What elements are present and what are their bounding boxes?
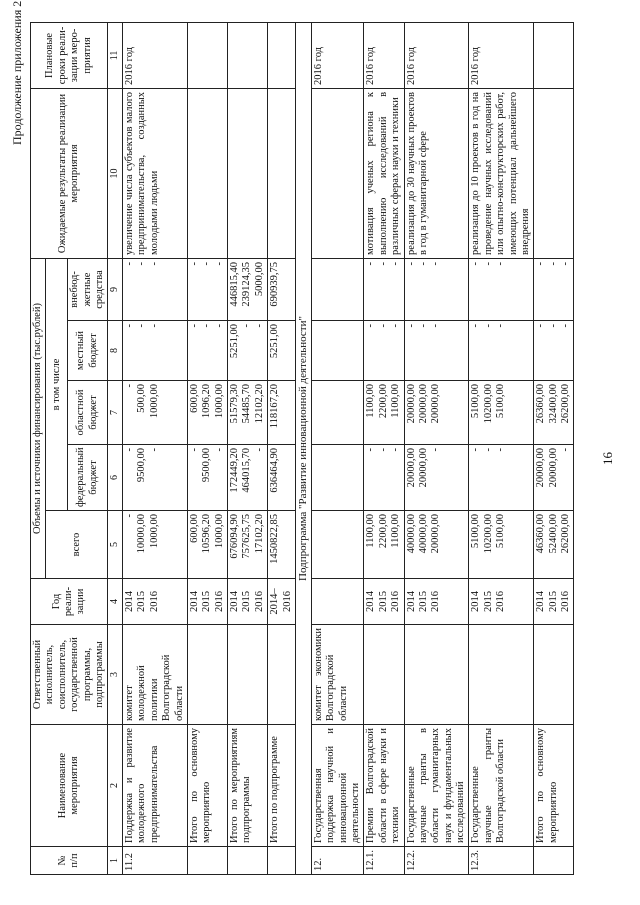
row-years: 2014 2015 2016 — [187, 579, 227, 625]
colnum: 2 — [108, 725, 123, 847]
subprogram-title: Подпрограмма "Развитие инновационной деятельности" — [295, 22, 311, 874]
colnum: 9 — [108, 258, 123, 320]
col-responsible-header: Ответственный исполнитель, соисполнитель, государственной программы, подпрограммы — [31, 625, 108, 725]
row-deadline: 2016 год — [469, 22, 534, 88]
row-regional: 1100,00 2200,00 1100,00 — [364, 381, 404, 445]
row-local: - - - — [404, 321, 469, 381]
row-years: 2014 2015 2016 — [364, 579, 404, 625]
row-federal: - 9500,00 - — [187, 445, 227, 511]
colnum: 4 — [108, 579, 123, 625]
row-years: 2014 2015 2016 — [404, 579, 469, 625]
row-result: реализация до 30 научных проектов в год в гуманитарной сфере — [404, 88, 469, 258]
col-name-header: Наименование мероприятия — [31, 725, 108, 847]
col-extra-header: внебюд-жетные средства — [68, 258, 108, 320]
row-years: 2014–2016 — [268, 579, 296, 625]
row-extra: - - - — [123, 258, 188, 320]
row-responsible: комитет экономики Волгоградской области — [311, 625, 364, 725]
colnum: 7 — [108, 381, 123, 445]
row-years: 2014 2015 2016 — [534, 579, 574, 625]
colnum: 5 — [108, 511, 123, 579]
row-local: - - - — [123, 321, 188, 381]
row-regional: 51579,30 54485,70 12102,20 — [228, 381, 268, 445]
row-name: Государственные научные гранты Волгоградской области — [469, 725, 534, 847]
row-federal: 636464,90 — [268, 445, 296, 511]
row-years: 2014 2015 2016 — [469, 579, 534, 625]
row-result: реализация до 10 проектов в год на проведение научных исследований или опытно-конструкторских работ, имеющих потенциал дальнейшего внедрения — [469, 88, 534, 258]
row-extra: - - - — [534, 258, 574, 320]
colnum: 8 — [108, 321, 123, 381]
colnum: 1 — [108, 847, 123, 875]
row-total: 40000,00 40000,00 20000,00 — [404, 511, 469, 579]
row-name: Итого по основному мероприятию — [187, 725, 227, 847]
row-total: 1450822,85 — [268, 511, 296, 579]
row-total: 5100,00 10200,00 5100,00 — [469, 511, 534, 579]
row-federal: 172449,20 464015,70 - — [228, 445, 268, 511]
row-responsible: комитет молодежной политики Волгоградской области — [123, 625, 188, 725]
colnum: 3 — [108, 625, 123, 725]
row-name: Итого по подпрограмме — [268, 725, 296, 847]
row-regional: 5100,00 10200,00 5100,00 — [469, 381, 534, 445]
col-years-header: Год реали-зации — [31, 579, 108, 625]
row-name: Государственные научные гранты в области гуманитарных наук и фундаментальных исследований — [404, 725, 469, 847]
row-regional: - 500,00 1000,00 — [123, 381, 188, 445]
row-extra: - - - — [187, 258, 227, 320]
table-row — [364, 22, 404, 874]
subprogram-heading-row — [295, 22, 311, 874]
row-federal: 20000,00 20000,00 - — [534, 445, 574, 511]
row-regional: 600,00 1096,20 1000,00 — [187, 381, 227, 445]
col-results-header: Ожидаемые результаты реализации мероприятия — [31, 88, 108, 258]
row-local: 5251,00 - - — [228, 321, 268, 381]
col-federal-header: федеральный бюджет — [68, 445, 108, 511]
row-years: 2014 2015 2016 — [228, 579, 268, 625]
row-extra: - - - — [364, 258, 404, 320]
row-result: увеличение числа субъектов малого предпринимательства, созданных молодыми людьми — [123, 88, 188, 258]
row-extra: 446815,40 239124,35 5000,00 — [228, 258, 268, 320]
row-total: - 10000,00 1000,00 — [123, 511, 188, 579]
colnum: 10 — [108, 88, 123, 258]
col-finance-header: Объемы и источники финансирования (тыс.рублей) — [31, 258, 46, 578]
table-row — [469, 22, 534, 874]
column-number-row — [108, 22, 123, 874]
col-local-header: местный бюджет — [68, 321, 108, 381]
row-number: 11.2 — [123, 847, 188, 875]
row-extra: - - - — [469, 258, 534, 320]
row-total: 1100,00 2200,00 1100,00 — [364, 511, 404, 579]
col-regional-header: областной бюджет — [68, 381, 108, 445]
colnum: 11 — [108, 22, 123, 88]
table-row — [228, 22, 268, 874]
appendix-label: Продолжение приложения 2 — [10, 0, 24, 145]
row-local: - - - — [469, 321, 534, 381]
row-name: Поддержка и развитие молодежного предпринимательства — [123, 725, 188, 847]
row-federal: - - - — [364, 445, 404, 511]
table-row — [534, 22, 574, 874]
row-deadline: 2016 год — [404, 22, 469, 88]
row-total: 46360,00 52400,00 26200,00 — [534, 511, 574, 579]
table-row — [311, 22, 364, 874]
row-regional: 20000,00 20000,00 20000,00 — [404, 381, 469, 445]
row-federal: - 9500,00 - — [123, 445, 188, 511]
table-row — [268, 22, 296, 874]
row-name: Государственная поддержка научной и инновационной деятельности — [311, 725, 364, 847]
row-number: 12. — [311, 847, 364, 875]
row-extra: - - - — [404, 258, 469, 320]
col-num-header: № п/п — [31, 847, 108, 875]
row-years: 2014 2015 2016 — [123, 579, 188, 625]
col-incl-header: в том числе — [46, 258, 68, 510]
row-extra: 690939,75 — [268, 258, 296, 320]
row-local: - - - — [364, 321, 404, 381]
colnum: 6 — [108, 445, 123, 511]
row-local: - - - — [534, 321, 574, 381]
row-number: 12.1. — [364, 847, 404, 875]
row-deadline: 2016 год — [123, 22, 188, 88]
table-row — [187, 22, 227, 874]
row-total: 600,00 10596,20 1000,00 — [187, 511, 227, 579]
row-regional: 118167,20 — [268, 381, 296, 445]
row-name: Итого по мероприятиям подпрограммы — [228, 725, 268, 847]
col-deadline-header: Плановые сроки реали-зации меро-приятия — [31, 22, 108, 88]
row-local: - - - — [187, 321, 227, 381]
row-federal: 20000,00 20000,00 - — [404, 445, 469, 511]
col-total-header: всего — [46, 511, 108, 579]
row-regional: 26360,00 32400,00 26200,00 — [534, 381, 574, 445]
table-row — [404, 22, 469, 874]
row-deadline: 2016 год — [364, 22, 404, 88]
row-deadline: 2016 год — [311, 22, 364, 88]
row-name: Итого по основному мероприятию — [534, 725, 574, 847]
row-name: Премии Волгоградской области в сфере науки и техники — [364, 725, 404, 847]
row-federal: - - - — [469, 445, 534, 511]
header-row — [31, 22, 46, 874]
table-row — [123, 22, 188, 874]
program-table — [30, 22, 574, 875]
row-result: мотивация ученых региона к выполнению исследований в различных сферах науки и техники — [364, 88, 404, 258]
row-number: 12.3. — [469, 847, 534, 875]
row-local: 5251,00 — [268, 321, 296, 381]
row-total: 676094,90 757625,75 17102,20 — [228, 511, 268, 579]
page-number: 16 — [600, 452, 615, 465]
row-number: 12.2. — [404, 847, 469, 875]
